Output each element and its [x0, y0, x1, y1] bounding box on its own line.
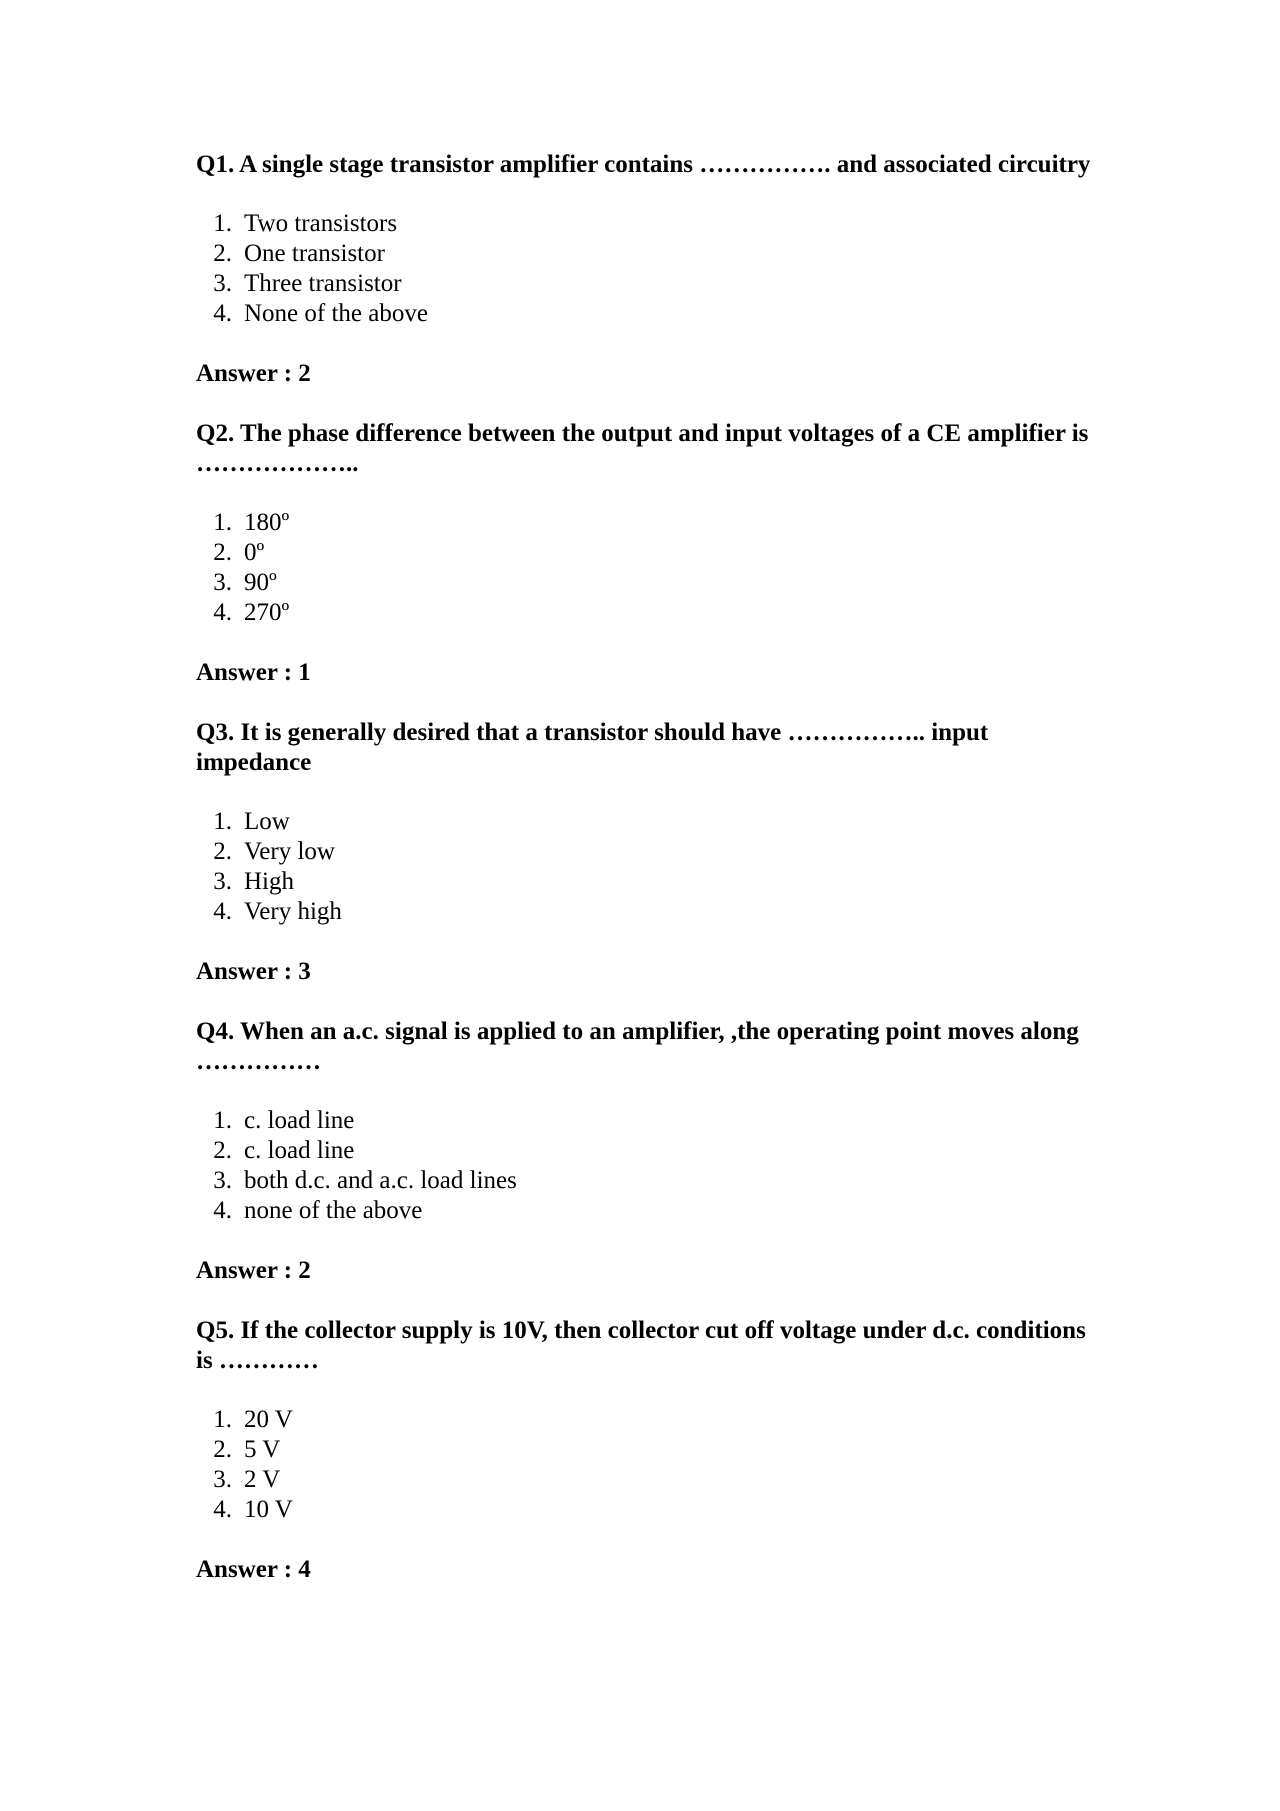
option-number: 2.: [213, 539, 232, 566]
option-item: [196, 1196, 1096, 1226]
option-number: 4.: [213, 1496, 232, 1523]
option-number: 4.: [213, 1197, 232, 1224]
option-item: [196, 1465, 1096, 1495]
option-number: 2.: [213, 1137, 232, 1164]
options-list: [196, 807, 1096, 927]
option-text: Two transistors: [244, 210, 398, 237]
option-number: 1.: [213, 210, 232, 237]
option-number: 3.: [213, 1466, 232, 1493]
document-page: [196, 150, 1096, 1585]
option-text: c. load line: [244, 1137, 355, 1164]
answer-text: Answer : 1: [196, 659, 311, 686]
option-text: Low: [244, 808, 290, 835]
question-block-1: [196, 150, 1096, 389]
option-item: [196, 209, 1096, 239]
answer-text: Answer : 3: [196, 958, 311, 985]
option-text: 20 V: [244, 1406, 293, 1433]
question-text: Q5. If the collector supply is 10V, then collector cut off voltage under d.c. conditions is …………: [196, 1317, 1086, 1374]
option-item: [196, 1166, 1096, 1196]
option-text: Very low: [244, 838, 335, 865]
option-text: High: [244, 868, 294, 895]
question-text: Q3. It is generally desired that a transistor should have …………….. input impedance: [196, 719, 989, 776]
question-text: Q1. A single stage transistor amplifier contains ……………. and associated circuitry: [196, 151, 1091, 178]
question-text: Q4. When an a.c. signal is applied to an amplifier, ,the operating point moves along ……………: [196, 1018, 1079, 1075]
option-text: 0º: [244, 539, 265, 566]
option-number: 4.: [213, 300, 232, 327]
option-number: 4.: [213, 898, 232, 925]
answer-text: Answer : 2: [196, 360, 311, 387]
option-number: 1.: [213, 509, 232, 536]
option-text: None of the above: [244, 300, 428, 327]
option-number: 3.: [213, 868, 232, 895]
option-text: Three transistor: [244, 270, 402, 297]
option-item: [196, 1435, 1096, 1465]
option-number: 4.: [213, 599, 232, 626]
option-item: [196, 568, 1096, 598]
option-item: [196, 807, 1096, 837]
option-item: [196, 1106, 1096, 1136]
option-text: Very high: [244, 898, 342, 925]
option-text: 270º: [244, 599, 290, 626]
question-block-3: [196, 718, 1096, 987]
option-text: 90º: [244, 569, 277, 596]
option-text: 10 V: [244, 1496, 293, 1523]
option-item: [196, 508, 1096, 538]
question-block-5: [196, 1316, 1096, 1585]
option-text: none of the above: [244, 1197, 423, 1224]
option-item: [196, 538, 1096, 568]
answer-text: Answer : 4: [196, 1556, 311, 1583]
question-text: Q2. The phase difference between the output and input voltages of a CE amplifier is ………………..: [196, 420, 1089, 477]
option-number: 2.: [213, 1436, 232, 1463]
option-item: [196, 897, 1096, 927]
option-number: 2.: [213, 838, 232, 865]
option-text: c. load line: [244, 1107, 355, 1134]
option-number: 2.: [213, 240, 232, 267]
option-item: [196, 867, 1096, 897]
option-number: 3.: [213, 270, 232, 297]
option-number: 1.: [213, 1406, 232, 1433]
option-item: [196, 598, 1096, 628]
options-list: [196, 1405, 1096, 1525]
option-item: [196, 269, 1096, 299]
option-item: [196, 1495, 1096, 1525]
option-number: 1.: [213, 808, 232, 835]
option-item: [196, 1136, 1096, 1166]
question-block-2: [196, 419, 1096, 688]
option-number: 3.: [213, 569, 232, 596]
option-text: 2 V: [244, 1466, 281, 1493]
options-list: [196, 508, 1096, 628]
option-text: 5 V: [244, 1436, 281, 1463]
options-list: [196, 1106, 1096, 1226]
option-item: [196, 239, 1096, 269]
option-number: 1.: [213, 1107, 232, 1134]
question-block-4: [196, 1017, 1096, 1286]
option-text: One transistor: [244, 240, 385, 267]
option-item: [196, 837, 1096, 867]
option-text: both d.c. and a.c. load lines: [244, 1167, 517, 1194]
option-item: [196, 1405, 1096, 1435]
option-text: 180º: [244, 509, 290, 536]
option-item: [196, 299, 1096, 329]
answer-text: Answer : 2: [196, 1257, 311, 1284]
options-list: [196, 209, 1096, 329]
option-number: 3.: [213, 1167, 232, 1194]
